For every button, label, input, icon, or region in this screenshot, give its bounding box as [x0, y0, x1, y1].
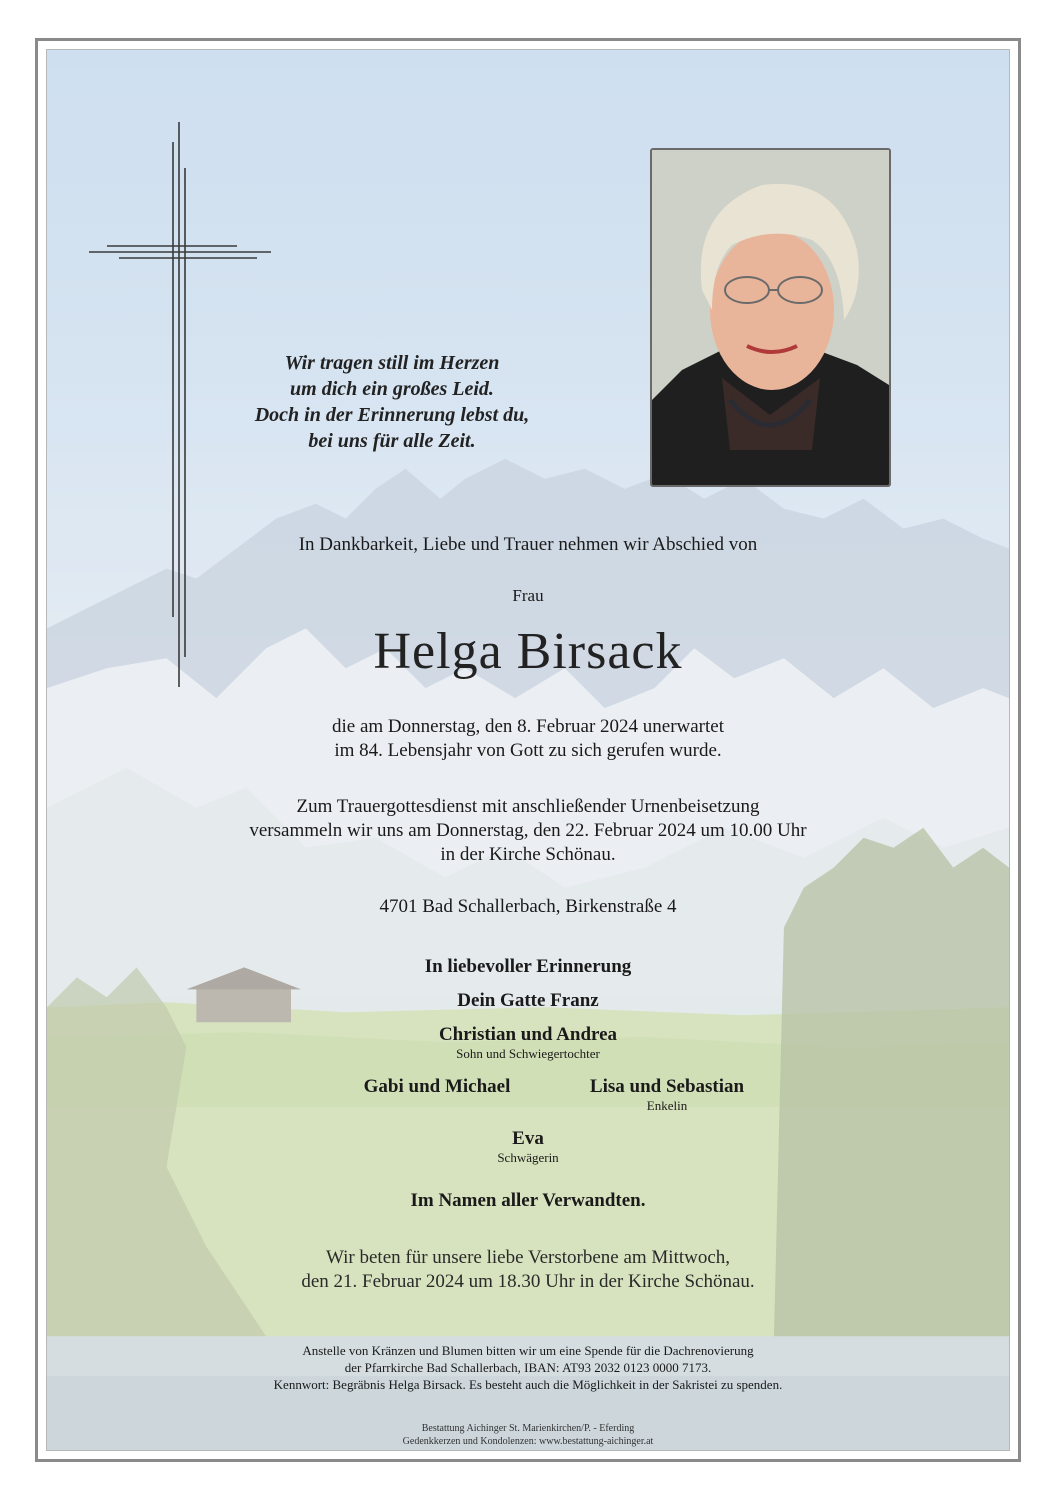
mourners-closing: Im Namen aller Verwandten.	[410, 1190, 646, 1211]
funeral-service-info	[47, 795, 1009, 867]
deceased-name: Helga Birsack	[373, 623, 683, 680]
mourner-relation: Enkelin	[646, 1098, 688, 1113]
mourner-name: Gabi und Michael	[363, 1076, 511, 1097]
mourner-name: Christian und Andrea	[438, 1024, 618, 1045]
donation-line: der Pfarrkirche Bad Schallerbach, IBAN: AT93 2032 0123 0000 7173.	[344, 1360, 712, 1375]
service-line: Zum Trauergottesdienst mit anschließender Urnenbeisetzung	[296, 796, 760, 817]
verse-line: um dich ein großes Leid.	[290, 378, 494, 400]
mourner-name: Lisa und Sebastian	[589, 1076, 745, 1097]
funeral-home-footer	[47, 1422, 1009, 1448]
verse-line: bei uns für alle Zeit.	[308, 430, 476, 452]
verse-line: Doch in der Erinnerung lebst du,	[254, 404, 530, 426]
donation-line: Anstelle von Kränzen und Blumen bitten wir um eine Spende für die Dachrenovierung	[302, 1343, 754, 1358]
footer-line: Bestattung Aichinger St. Marienkirchen/P. - Eferding	[421, 1423, 635, 1434]
mourners-heading: In liebevoller Erinnerung	[424, 956, 632, 977]
service-line: in der Kirche Schönau.	[440, 844, 616, 865]
donation-line: Kennwort: Begräbnis Helga Birsack. Es besteht auch die Möglichkeit in der Sakristei zu spenden.	[273, 1377, 783, 1392]
obituary-card	[46, 49, 1010, 1451]
prayer-service-info	[47, 1246, 1009, 1294]
donation-request	[47, 1342, 1009, 1393]
mourner-children	[47, 1024, 1009, 1062]
prayer-line: Wir beten für unsere liebe Verstorbene am Mittwoch,	[325, 1247, 731, 1268]
death-notice	[47, 715, 1009, 763]
death-notice-line: im 84. Lebensjahr von Gott zu sich gerufen wurde.	[334, 740, 722, 761]
farewell-intro: In Dankbarkeit, Liebe und Trauer nehmen wir Abschied von	[298, 534, 758, 555]
mourner-relation: Sohn und Schwiegertochter	[456, 1046, 600, 1061]
verse-line: Wir tragen still im Herzen	[284, 352, 500, 374]
mourner-name: Eva	[512, 1128, 544, 1149]
mourner-grandchildren-right	[527, 1076, 807, 1114]
mourner-relation: Schwägerin	[497, 1150, 559, 1165]
death-notice-line: die am Donnerstag, den 8. Februar 2024 unerwartet	[331, 716, 724, 737]
memorial-verse	[227, 350, 557, 454]
obituary-frame	[35, 38, 1021, 1462]
address: 4701 Bad Schallerbach, Birkenstraße 4	[379, 896, 677, 917]
prayer-line: den 21. Februar 2024 um 18.30 Uhr in der Kirche Schönau.	[301, 1271, 755, 1292]
salutation: Frau	[512, 586, 544, 605]
mourner-sister-in-law	[47, 1128, 1009, 1166]
service-line: versammeln wir uns am Donnerstag, den 22. Februar 2024 um 10.00 Uhr	[249, 820, 807, 841]
portrait-photo	[650, 148, 891, 487]
mourner-spouse: Dein Gatte Franz	[457, 990, 599, 1011]
footer-line: Gedenkkerzen und Kondolenzen: www.bestattung-aichinger.at	[402, 1436, 654, 1447]
